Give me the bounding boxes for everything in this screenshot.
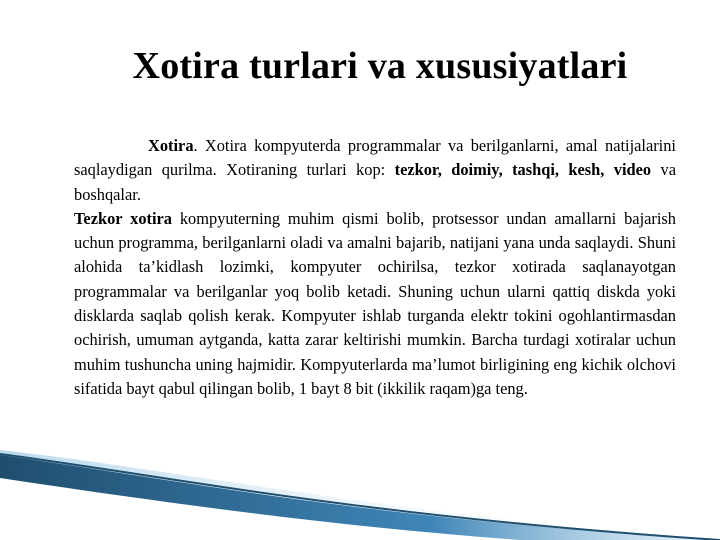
- paragraph-text-end: va boshqalar.: [74, 160, 677, 204]
- paragraph-memory-definition: [74, 134, 676, 207]
- paragraph-text: kompyuterning muhim qismi bolib, protsessor undan amallarni bajarish uchun programma, berilganlarni oladi va amalni bajarib, natijani yana unda saqlaydi. Shuni alohida ta’kidlash lozimki, kompyuter ochirilsa, tezkor xotirada saqlanayotgan programmalar va berilganlar yoq bolib ketadi. Shuning uchun ularni qattiq diskda yoki disklarda saqlab qolish kerak. Kompyuter ishlab turganda elektr tokini ogohlantirmasdan ochirish, umuman aytganda, katta zarar keltirishi mumkin. Barcha turdagi xotiralar uchun muhim tushuncha uning hajmidir. Kompyuterlarda ma’lumot birligining eng kichik olchovi sifatida bayt qabul qilingan bolib, 1 bayt 8 bit (ikkilik raqam)ga teng.: [74, 208, 676, 398]
- slide-title: Xotira turlari va xususiyatlari: [132, 45, 628, 87]
- term-tezkor-xotira: Tezkor xotira: [74, 208, 172, 228]
- slide-body-text: [74, 134, 676, 401]
- term-xotira: Xotira: [148, 136, 194, 155]
- decorative-swoosh: [0, 440, 720, 540]
- paragraph-ram: [74, 207, 676, 401]
- paragraph-text: . Xotira kompyuterda programmalar va berilganlarni, amal natijalarini saqlaydigan qurilma. Xotiraning turlari kop:: [74, 136, 676, 180]
- memory-types-list: tezkor, doimiy, tashqi, kesh, video: [394, 160, 652, 180]
